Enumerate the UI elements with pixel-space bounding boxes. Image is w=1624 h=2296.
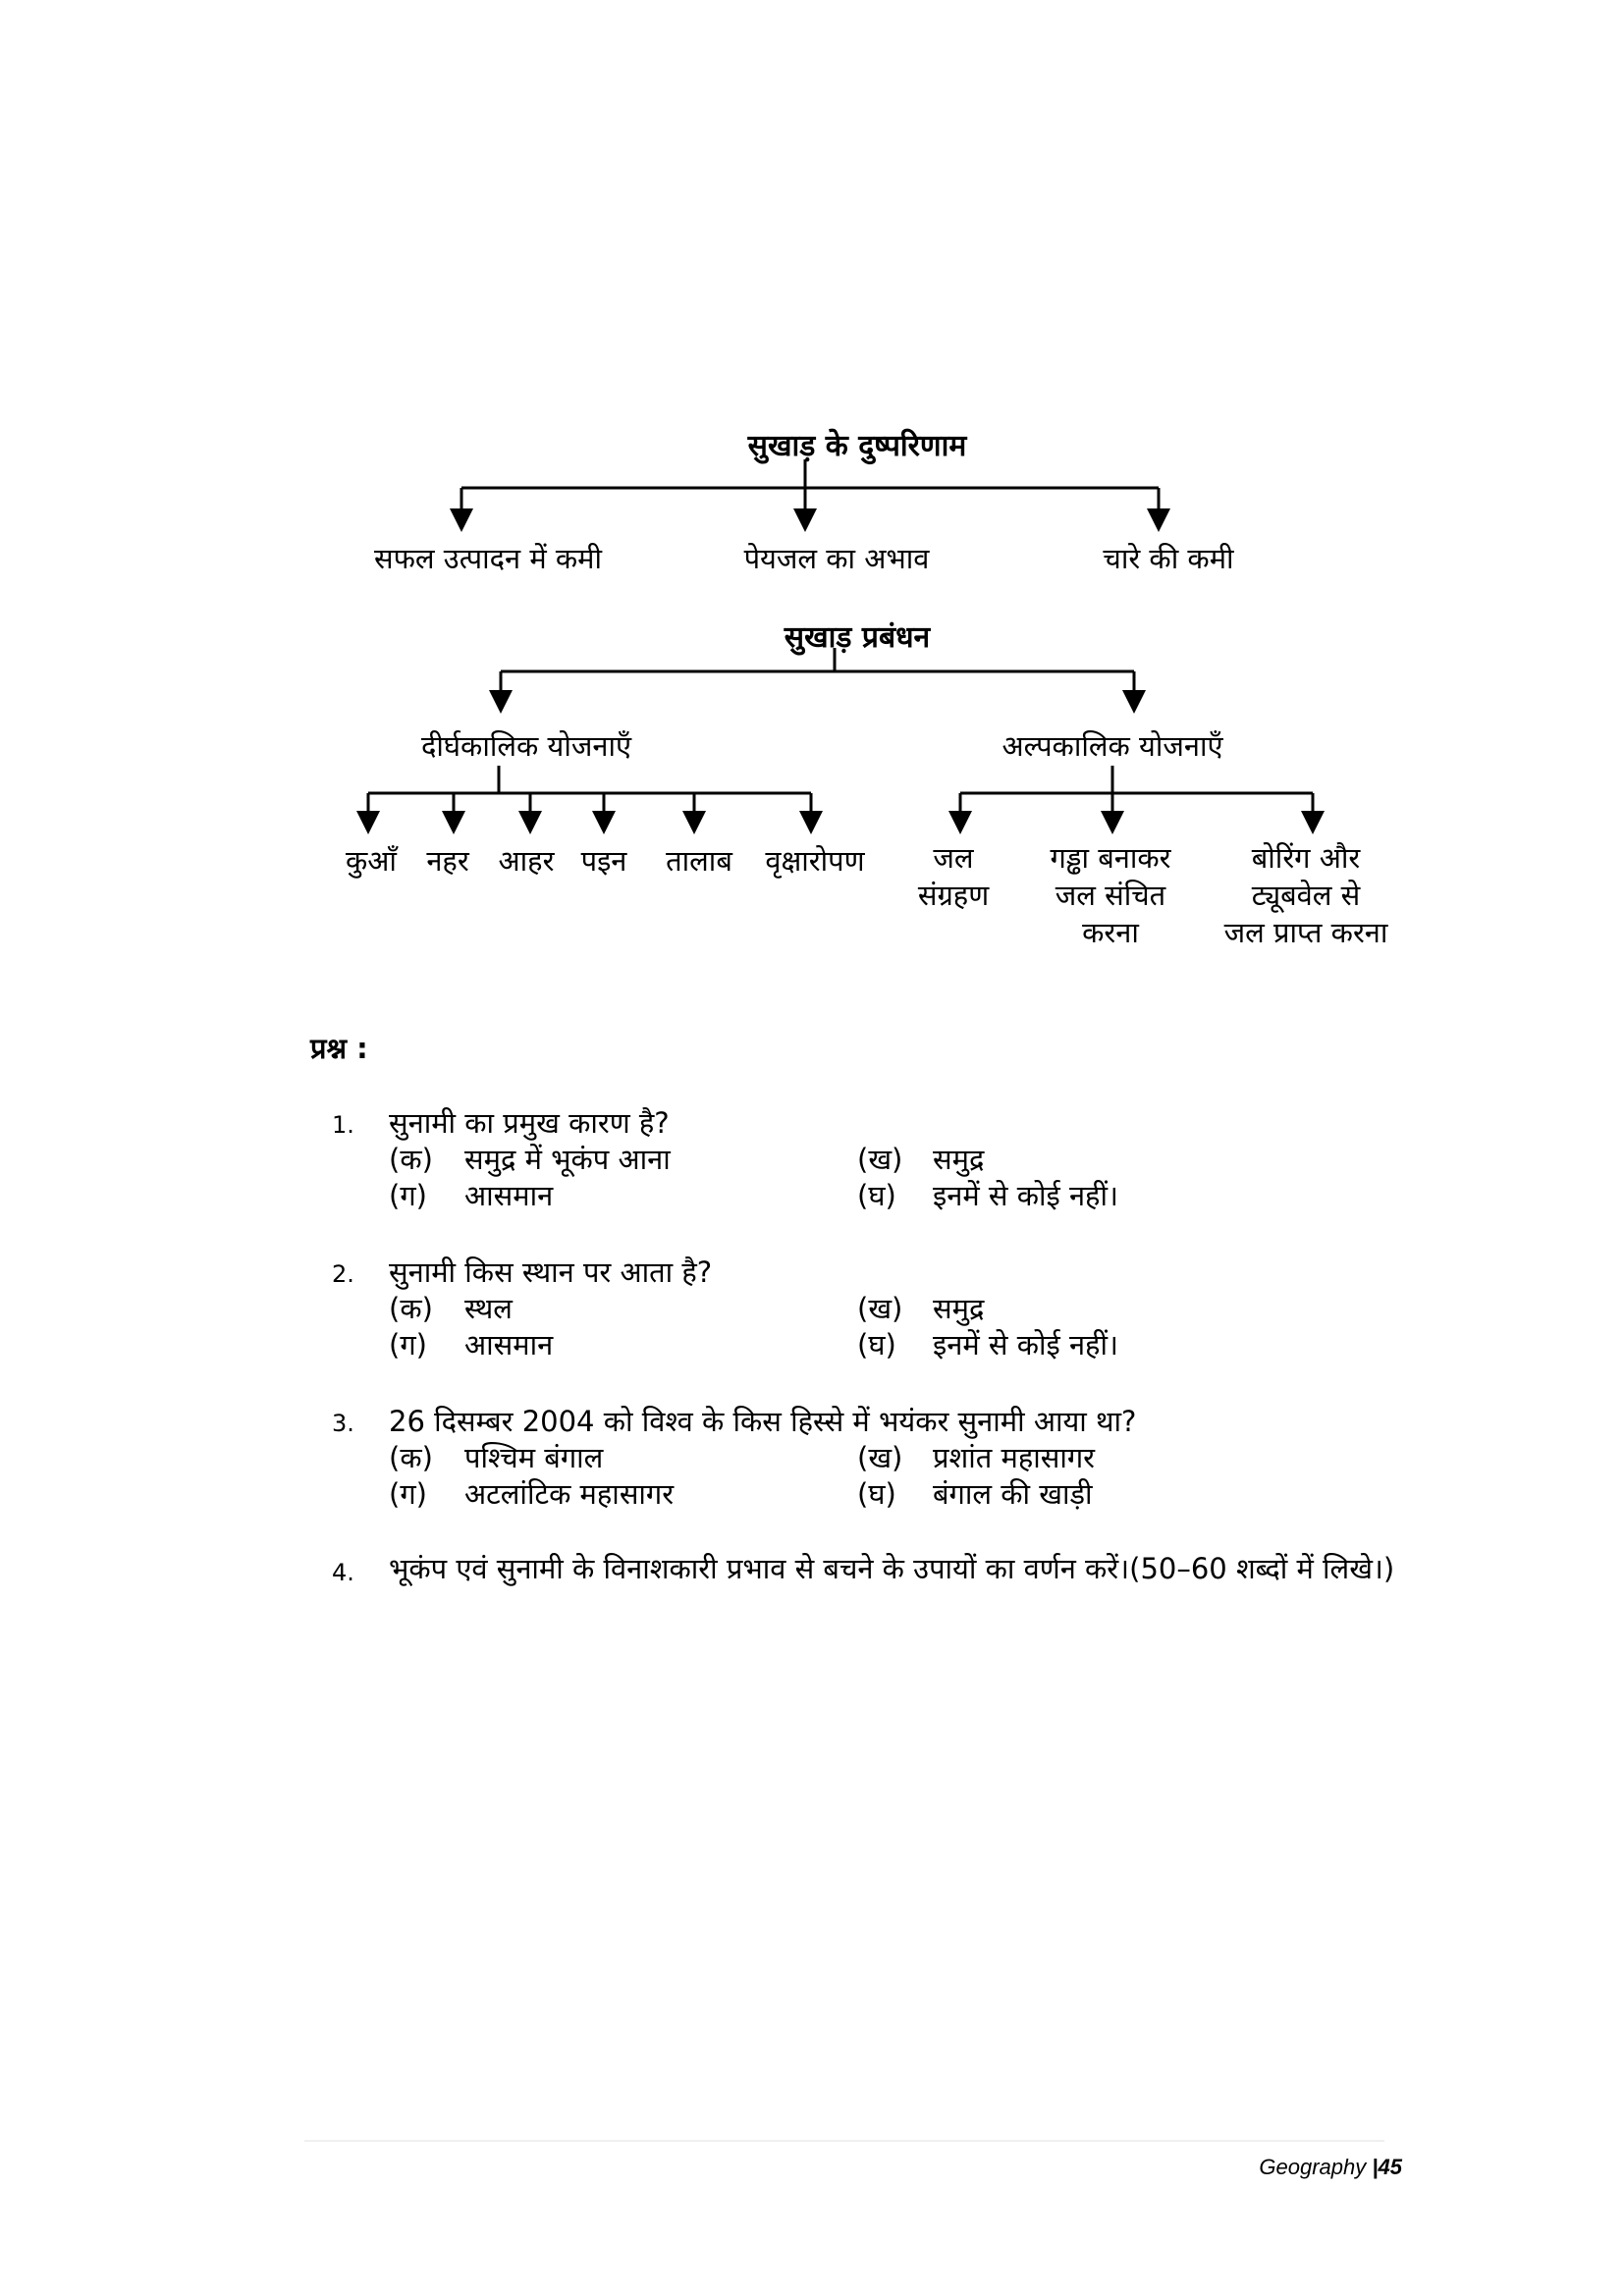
option-key: (घ) xyxy=(857,1179,896,1212)
long-term-item: कुआँ xyxy=(346,844,397,878)
option-text: इनमें से कोई नहीं। xyxy=(933,1179,1118,1212)
option-text: बंगाल की खाड़ी xyxy=(933,1477,1093,1511)
question-text: सुनामी किस स्थान पर आता है? xyxy=(389,1255,713,1289)
question-number: 2. xyxy=(332,1260,354,1288)
question-number: 3. xyxy=(332,1410,354,1437)
long-term-item: आहर xyxy=(498,844,555,878)
option-text: आसमान xyxy=(464,1328,554,1362)
question-text: सुनामी का प्रमुख कारण है? xyxy=(389,1106,670,1140)
option-key: (ग) xyxy=(389,1328,427,1362)
long-term-item: नहर xyxy=(426,844,469,878)
effect-item: चारे की कमी xyxy=(1103,542,1234,575)
option-text: अटलांटिक महासागर xyxy=(464,1477,675,1511)
option-key: (क) xyxy=(389,1143,433,1176)
footer-rule xyxy=(304,2140,1384,2142)
question-text: 26 दिसम्बर 2004 को विश्व के किस हिस्से में भयंकर सुनामी आया था? xyxy=(389,1405,1137,1438)
short-term-item: गड्ढा बनाकर जल संचित करना xyxy=(1050,841,1171,949)
management-title: सुखाड़ प्रबंधन xyxy=(784,620,931,655)
footer-subject: Geography xyxy=(1259,2155,1367,2179)
option-text: समुद्र xyxy=(933,1143,985,1176)
option-key: (ग) xyxy=(389,1477,427,1511)
page-number: 45 xyxy=(1378,2155,1402,2179)
option-key: (ख) xyxy=(857,1143,903,1176)
long-term-item: तालाब xyxy=(666,844,732,878)
long-term-item: पइन xyxy=(580,844,627,878)
option-text: समुद्र xyxy=(933,1292,985,1325)
long-term-item: वृक्षारोपण xyxy=(765,844,865,878)
footer-separator: | xyxy=(1366,2155,1379,2179)
short-term-label: अल्पकालिक योजनाएँ xyxy=(1001,729,1223,763)
option-key: (घ) xyxy=(857,1328,896,1362)
question-number: 1. xyxy=(332,1111,354,1139)
question-number: 4. xyxy=(332,1559,354,1586)
questions-title: प्रश्न : xyxy=(310,1032,368,1065)
option-key: (ग) xyxy=(389,1179,427,1212)
option-text: स्थल xyxy=(464,1292,513,1325)
option-key: (क) xyxy=(389,1441,433,1474)
option-key: (घ) xyxy=(857,1477,896,1511)
effects-title: सुखाड़ के दुष्परिणाम xyxy=(747,429,967,463)
option-text: समुद्र में भूकंप आना xyxy=(464,1143,671,1176)
short-term-item: जल संग्रहण xyxy=(917,841,990,912)
page-footer xyxy=(1259,2155,1402,2180)
short-term-item: बोरिंग और ट्यूबवेल से जल प्राप्त करना xyxy=(1223,841,1388,949)
option-key: (ख) xyxy=(857,1292,903,1325)
option-text: पश्चिम बंगाल xyxy=(464,1441,604,1474)
effect-item: सफल उत्पादन में कमी xyxy=(373,542,603,575)
question-text: भूकंप एवं सुनामी के विनाशकारी प्रभाव से बचने के उपायों का वर्णन करें।(50–60 शब्दों में लिखे।) xyxy=(389,1552,1395,1585)
option-key: (क) xyxy=(389,1292,433,1325)
option-text: आसमान xyxy=(464,1179,554,1212)
option-text: इनमें से कोई नहीं। xyxy=(933,1328,1118,1362)
option-text: प्रशांत महासागर xyxy=(933,1441,1096,1474)
effect-item: पेयजल का अभाव xyxy=(743,542,930,575)
long-term-label: दीर्घकालिक योजनाएँ xyxy=(421,729,631,763)
option-key: (ख) xyxy=(857,1441,903,1474)
